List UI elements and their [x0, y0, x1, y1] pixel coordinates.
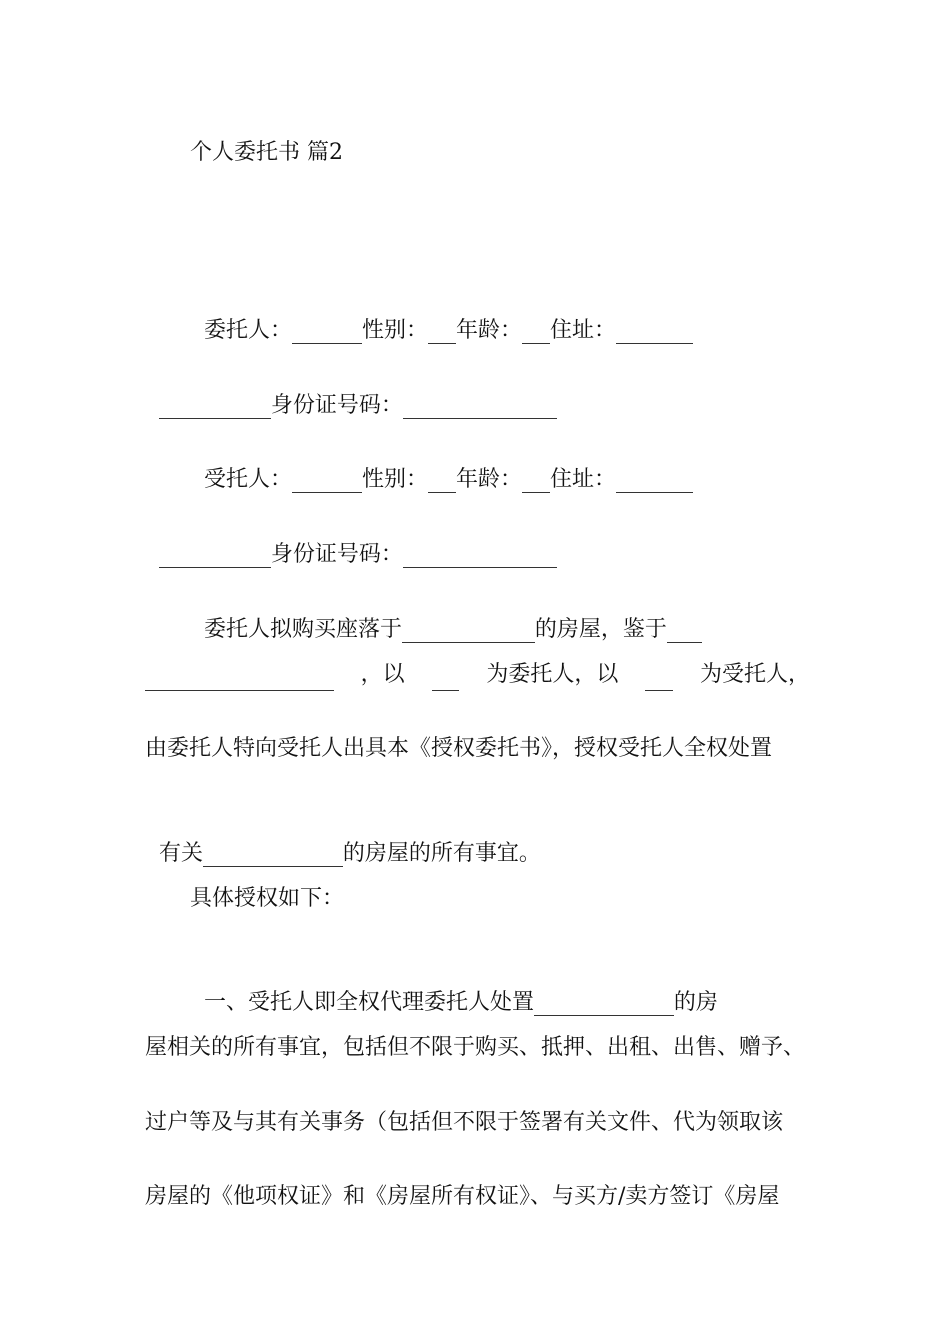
principal-age-blank — [522, 318, 550, 344]
agent-line-1 — [190, 435, 810, 495]
intro-line: 具体授权如下： — [190, 886, 345, 911]
para1-text-e: 为受托人， — [699, 662, 810, 687]
agent-address-blank-2 — [159, 542, 271, 568]
item1-line-4: 房屋的《他项权证》和《房屋所有权证》、与买方/卖方签订《房屋 — [145, 1184, 780, 1209]
agent-gender-blank — [428, 467, 456, 493]
principal-id-label: 身份证号码： — [270, 393, 403, 418]
agent-address-blank — [616, 467, 693, 493]
principal-label: 委托人： — [204, 318, 293, 343]
principal-id-blank — [403, 393, 557, 419]
principal-gender-blank — [428, 318, 456, 344]
principal-address-blank — [616, 318, 693, 344]
item1-property-blank — [534, 990, 674, 1016]
item1-line-3: 过户等及与其有关事务（包括但不限于签署有关文件、代为领取该 — [145, 1110, 784, 1135]
principal-line-1 — [190, 286, 810, 346]
para1-text-g: 的房屋的所有事宜。 — [342, 841, 541, 866]
agent-age-label: 年龄： — [455, 467, 522, 492]
item1-text-a: 一、受托人即全权代理委托人处置 — [204, 990, 535, 1015]
para1-line-4 — [145, 809, 810, 869]
agent-address-label: 住址： — [549, 467, 616, 492]
para1-text-a: 委托人拟购买座落于 — [204, 617, 403, 642]
para1-text-b: 的房屋，鉴于 — [534, 617, 667, 642]
agent-age-blank — [522, 467, 550, 493]
principal-line-2 — [145, 361, 810, 421]
para1-line-2 — [145, 660, 810, 691]
principal-age-label: 年龄： — [455, 318, 522, 343]
agent-name-blank — [292, 467, 362, 493]
principal-address-blank-2 — [159, 393, 271, 419]
agent-gender-label: 性别： — [361, 467, 428, 492]
item1-line-2: 屋相关的所有事宜，包括但不限于购买、抵押、出租、出售、赠予、 — [145, 1035, 806, 1060]
principal-gender-label: 性别： — [361, 318, 428, 343]
para1-reason-blank — [667, 617, 702, 643]
para1-agent-blank — [645, 660, 673, 691]
para1-text-c: ，以 — [360, 662, 405, 687]
principal-name-blank — [292, 318, 362, 344]
para1-text-f: 有关 — [159, 841, 204, 866]
para1-principal-blank — [432, 660, 460, 691]
item1-line-1 — [190, 958, 810, 1018]
para1-location-blank — [402, 617, 535, 643]
principal-address-label: 住址： — [549, 318, 616, 343]
agent-label: 受托人： — [204, 467, 293, 492]
agent-id-label: 身份证号码： — [270, 542, 403, 567]
item1-text-b: 的房 — [673, 990, 718, 1015]
para1-line-3: 由委托人特向受托人出具本《授权委托书》，授权受托人全权处置 — [145, 736, 773, 761]
para1-line-1 — [190, 585, 810, 645]
para1-text-d: 为委托人，以 — [486, 662, 619, 687]
para1-reason-blank-2 — [145, 660, 334, 691]
para1-property-blank — [203, 841, 343, 867]
agent-id-blank — [403, 542, 557, 568]
agent-line-2 — [145, 510, 810, 570]
page-title: 个人委托书 篇2 — [190, 140, 343, 165]
